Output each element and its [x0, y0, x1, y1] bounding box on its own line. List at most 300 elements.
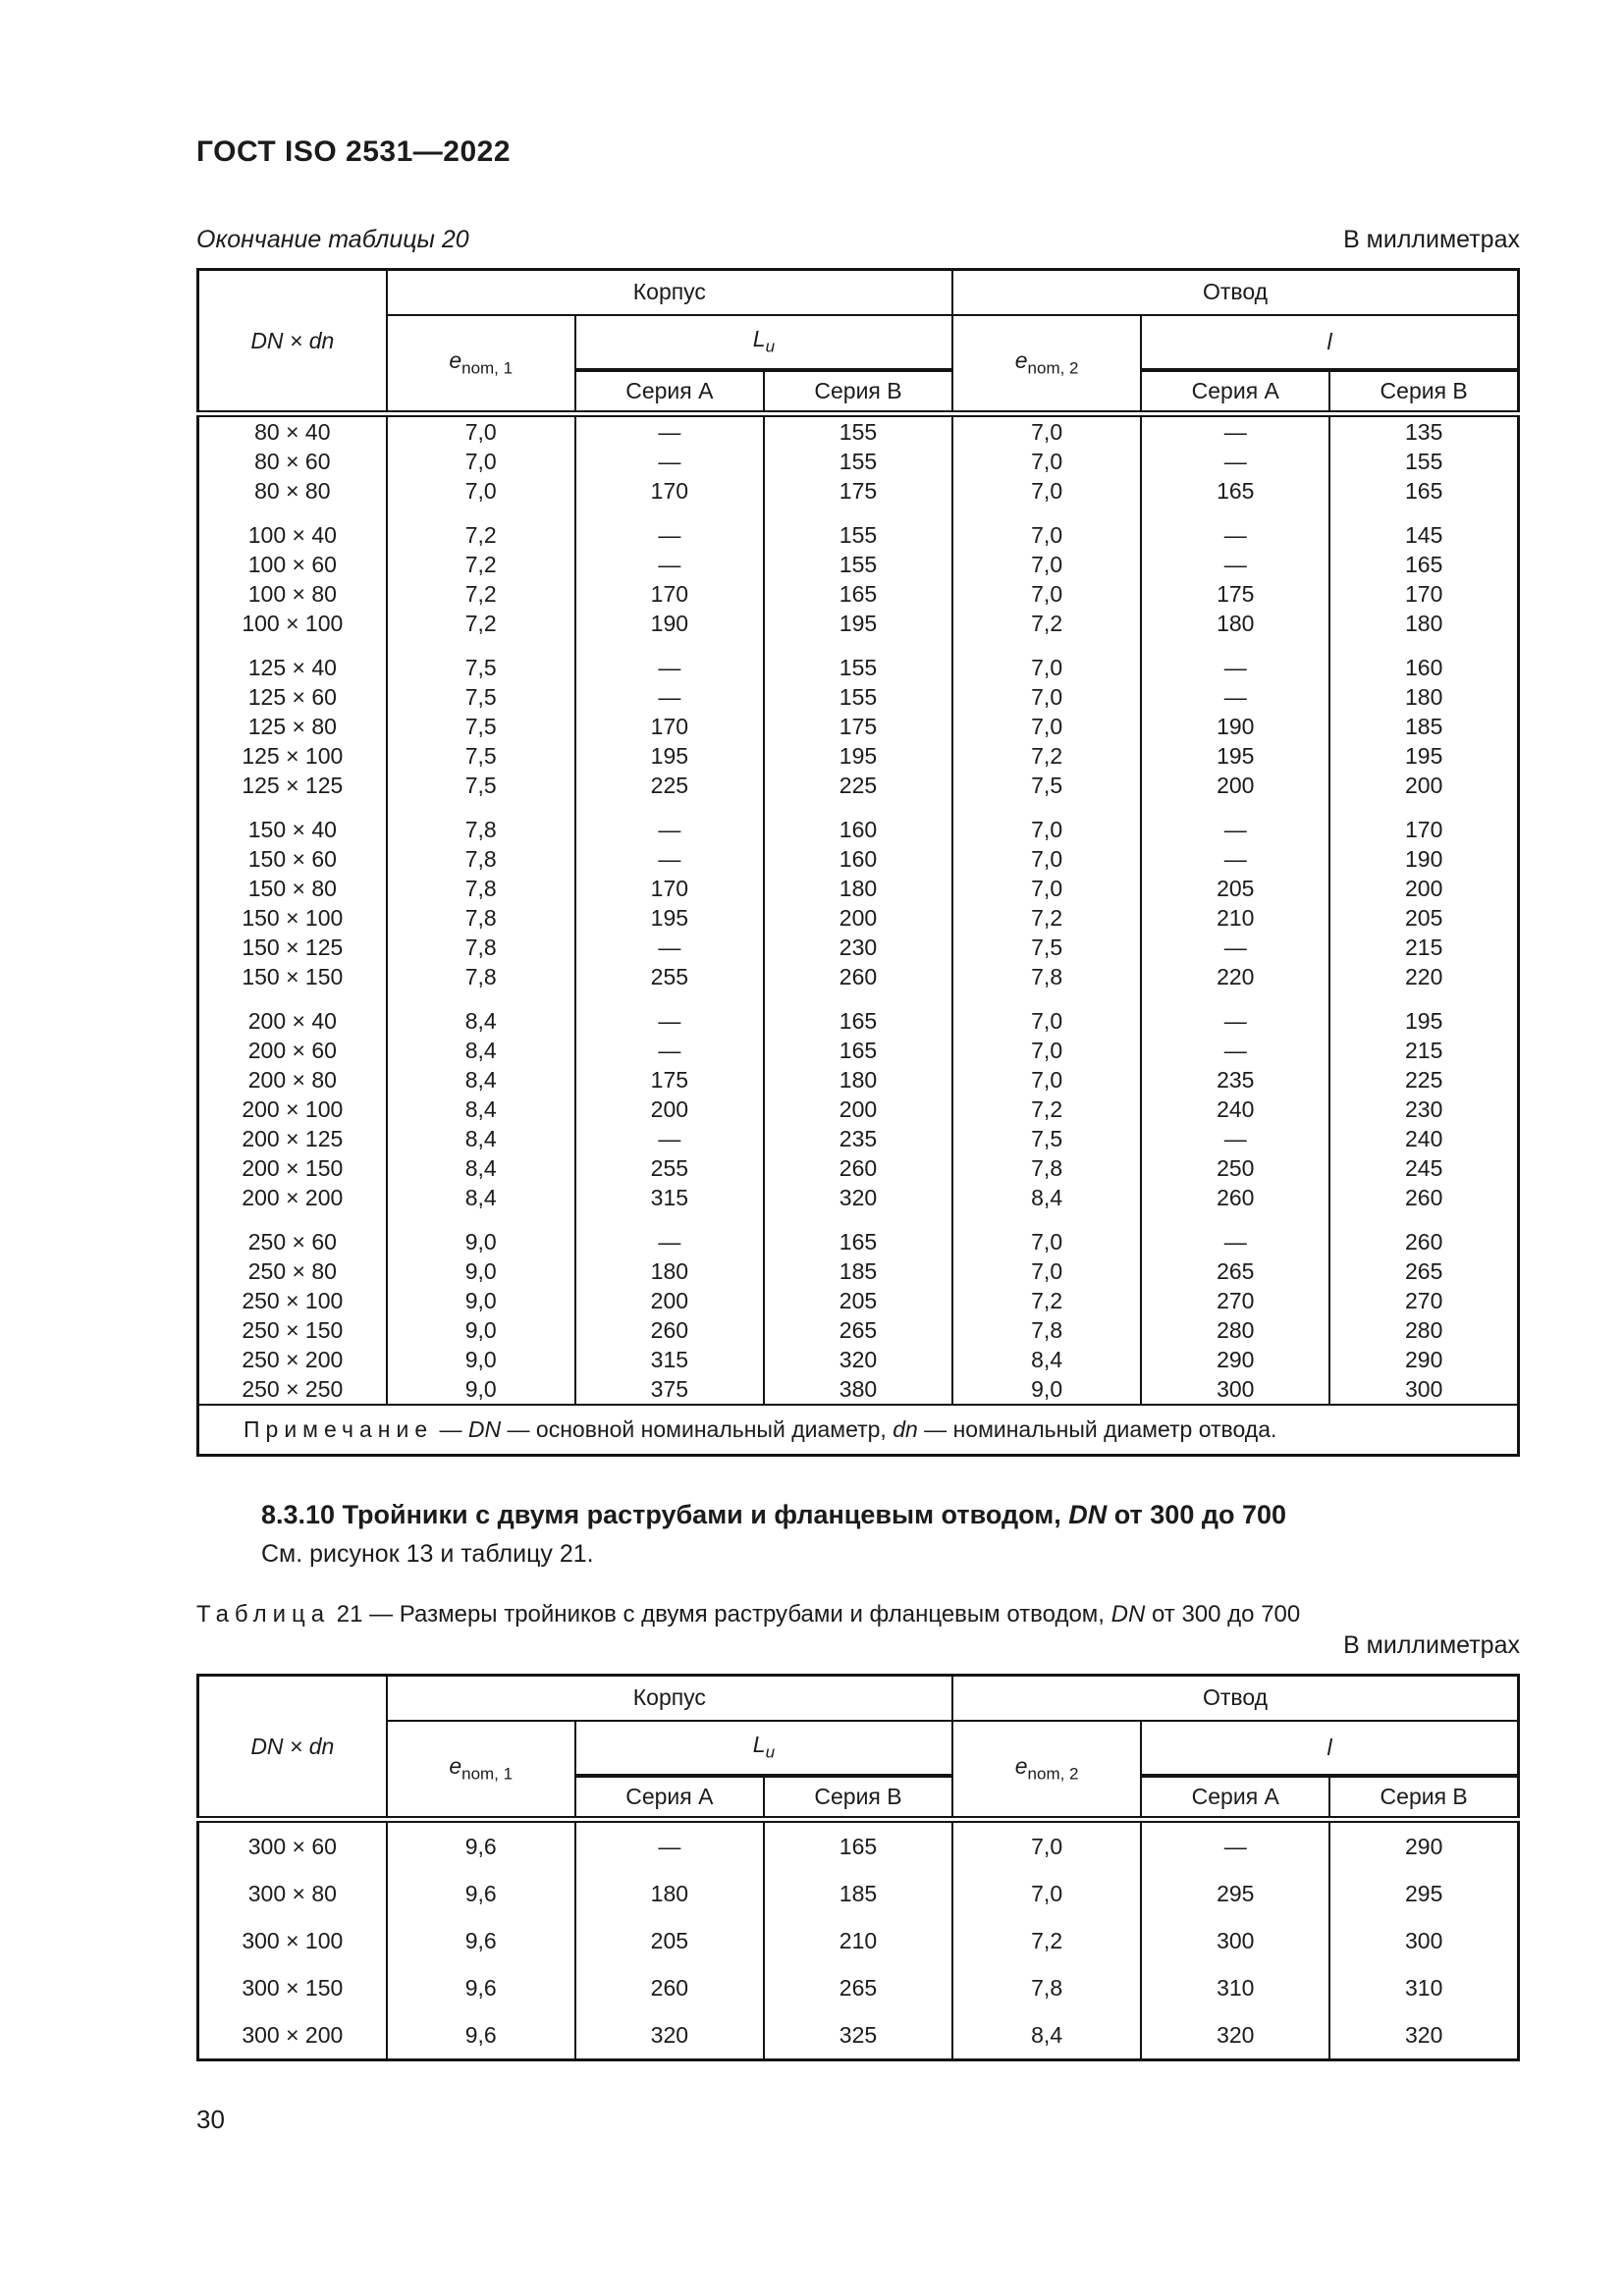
table-row — [198, 638, 1519, 682]
table-row — [198, 1065, 1519, 1095]
table-cell-dn: 200 × 40 — [198, 991, 387, 1036]
table-cell-l-series-b: 170 — [1329, 800, 1518, 844]
table-cell-e-nom-1: 7,5 — [387, 741, 575, 771]
table-cell-dn: 200 × 200 — [198, 1183, 387, 1212]
table-row — [198, 579, 1519, 609]
table-cell-l-series-b: 240 — [1329, 1124, 1518, 1153]
table-cell-l-series-a: 180 — [1141, 609, 1329, 638]
table-cell-e-nom-1: 7,5 — [387, 712, 575, 741]
table-cell-dn: 200 × 125 — [198, 1124, 387, 1153]
table-cell-l-series-b: 195 — [1329, 741, 1518, 771]
table-cell-e-nom-2: 7,0 — [952, 874, 1141, 903]
header-lu: $L_u$ — [575, 1721, 952, 1776]
table-row — [198, 476, 1519, 506]
table-cell-lu-series-b: 175 — [764, 712, 952, 741]
table-cell-lu-series-b: 225 — [764, 771, 952, 800]
table-cell-dn: 100 × 40 — [198, 506, 387, 550]
table-cell-l-series-b: 185 — [1329, 712, 1518, 741]
header-korpus-series-b: Серия В — [764, 370, 952, 414]
table-cell-lu-series-a: 195 — [575, 741, 764, 771]
table-cell-l-series-b: 215 — [1329, 933, 1518, 962]
table-cell-e-nom-2: 7,0 — [952, 800, 1141, 844]
table-cell-l-series-a: 210 — [1141, 903, 1329, 933]
table-cell-l-series-b: 300 — [1329, 1917, 1518, 1964]
table-cell-l-series-a: 175 — [1141, 579, 1329, 609]
table-20-body — [198, 414, 1519, 1406]
table-cell-l-series-a: 200 — [1141, 771, 1329, 800]
table-cell-e-nom-2: 7,0 — [952, 476, 1141, 506]
table-cell-l-series-b: 320 — [1329, 2011, 1518, 2060]
table-row — [198, 991, 1519, 1036]
table-cell-l-series-a: 165 — [1141, 476, 1329, 506]
table-cell-dn: 125 × 40 — [198, 638, 387, 682]
table-cell-lu-series-b: 235 — [764, 1124, 952, 1153]
table-row — [198, 933, 1519, 962]
table-cell-l-series-a: — — [1141, 506, 1329, 550]
table-cell-dn: 150 × 40 — [198, 800, 387, 844]
table-cell-e-nom-1: 7,5 — [387, 682, 575, 712]
table-cell-dn: 125 × 60 — [198, 682, 387, 712]
table-row — [198, 1183, 1519, 1212]
table-cell-dn: 150 × 60 — [198, 844, 387, 874]
table-cell-lu-series-a: — — [575, 414, 764, 448]
table-cell-lu-series-a: 255 — [575, 1153, 764, 1183]
table-cell-lu-series-a: — — [575, 682, 764, 712]
table-cell-lu-series-a: 315 — [575, 1183, 764, 1212]
table-cell-lu-series-b: 260 — [764, 962, 952, 991]
table-cell-l-series-b: 270 — [1329, 1286, 1518, 1315]
table-cell-lu-series-a: — — [575, 447, 764, 476]
table-cell-e-nom-1: 7,5 — [387, 638, 575, 682]
header-korpus-series-a: Серия А — [575, 1776, 764, 1820]
table-cell-e-nom-1: 9,0 — [387, 1212, 575, 1256]
table-cell-dn: 250 × 250 — [198, 1374, 387, 1405]
table-cell-lu-series-a: — — [575, 933, 764, 962]
table-cell-e-nom-2: 7,0 — [952, 1212, 1141, 1256]
table-cell-l-series-b: 295 — [1329, 1870, 1518, 1917]
table-cell-e-nom-2: 7,8 — [952, 1153, 1141, 1183]
table-cell-dn: 100 × 60 — [198, 550, 387, 579]
note-text: Примечание — DN — основной номинальный диаметр, dn — номинальный диаметр отвода. — [198, 1405, 1519, 1456]
table-cell-e-nom-2: 9,0 — [952, 1374, 1141, 1405]
table-cell-dn: 125 × 80 — [198, 712, 387, 741]
table-cell-lu-series-b: 180 — [764, 874, 952, 903]
table-cell-lu-series-a: 200 — [575, 1095, 764, 1124]
table-cell-l-series-a: — — [1141, 933, 1329, 962]
table-cell-e-nom-1: 9,0 — [387, 1286, 575, 1315]
table-cell-e-nom-1: 7,2 — [387, 609, 575, 638]
table-cell-lu-series-b: 160 — [764, 800, 952, 844]
table-cell-dn: 300 × 60 — [198, 1820, 387, 1871]
table-cell-lu-series-a: 225 — [575, 771, 764, 800]
table-cell-lu-series-b: 165 — [764, 991, 952, 1036]
table-cell-e-nom-2: 7,0 — [952, 991, 1141, 1036]
table-cell-l-series-b: 225 — [1329, 1065, 1518, 1095]
table-cell-lu-series-a: 180 — [575, 1870, 764, 1917]
table-row — [198, 1315, 1519, 1345]
table-cell-lu-series-a: 200 — [575, 1286, 764, 1315]
table-20 — [196, 268, 1520, 1457]
table-21-header — [198, 1676, 1519, 1820]
table-cell-l-series-b: 300 — [1329, 1374, 1518, 1405]
table-cell-dn: 300 × 150 — [198, 1964, 387, 2011]
table-cell-l-series-b: 265 — [1329, 1256, 1518, 1286]
table-cell-lu-series-b: 165 — [764, 579, 952, 609]
table-cell-dn: 200 × 150 — [198, 1153, 387, 1183]
table-cell-dn: 300 × 80 — [198, 1870, 387, 1917]
table-row — [198, 506, 1519, 550]
table-cell-dn: 100 × 100 — [198, 609, 387, 638]
table-row — [198, 1917, 1519, 1964]
table-cell-e-nom-2: 8,4 — [952, 2011, 1141, 2060]
table20-caption-row — [196, 226, 1520, 254]
table-cell-e-nom-2: 7,0 — [952, 1256, 1141, 1286]
table-cell-l-series-a: — — [1141, 844, 1329, 874]
table-row — [198, 1124, 1519, 1153]
table-cell-e-nom-1: 7,8 — [387, 874, 575, 903]
table-cell-lu-series-a: — — [575, 1036, 764, 1065]
table-row — [198, 1345, 1519, 1374]
table-20-header — [198, 270, 1519, 414]
see-reference-line: См. рисунок 13 и таблицу 21. — [261, 1540, 594, 1568]
table-row — [198, 903, 1519, 933]
table-row — [198, 771, 1519, 800]
table-cell-e-nom-2: 7,0 — [952, 579, 1141, 609]
table-cell-e-nom-1: 9,6 — [387, 1870, 575, 1917]
table-cell-l-series-b: 230 — [1329, 1095, 1518, 1124]
header-e-nom-1: $e_{nom, 1}$ — [387, 315, 575, 414]
table-cell-e-nom-1: 7,8 — [387, 844, 575, 874]
table-cell-l-series-b: 190 — [1329, 844, 1518, 874]
table-cell-l-series-a: 290 — [1141, 1345, 1329, 1374]
table-row — [198, 800, 1519, 844]
table-cell-l-series-a: 295 — [1141, 1870, 1329, 1917]
table-cell-l-series-a: 195 — [1141, 741, 1329, 771]
table-cell-lu-series-b: 320 — [764, 1345, 952, 1374]
table-cell-l-series-a: — — [1141, 638, 1329, 682]
table-cell-e-nom-1: 8,4 — [387, 1183, 575, 1212]
table-cell-lu-series-b: 205 — [764, 1286, 952, 1315]
table-cell-lu-series-b: 200 — [764, 903, 952, 933]
table-cell-dn: 150 × 80 — [198, 874, 387, 903]
header-l: l — [1141, 315, 1518, 370]
table-cell-l-series-a: 190 — [1141, 712, 1329, 741]
table-cell-l-series-a: — — [1141, 1212, 1329, 1256]
table-cell-l-series-a: 205 — [1141, 874, 1329, 903]
table-cell-l-series-a: 220 — [1141, 962, 1329, 991]
table-cell-l-series-b: 135 — [1329, 414, 1518, 448]
table-cell-l-series-b: 310 — [1329, 1964, 1518, 2011]
table-cell-e-nom-1: 7,0 — [387, 447, 575, 476]
table-cell-l-series-a: 260 — [1141, 1183, 1329, 1212]
table-cell-dn: 125 × 100 — [198, 741, 387, 771]
page-content — [196, 0, 1520, 2135]
table-cell-e-nom-2: 7,0 — [952, 1820, 1141, 1871]
table-cell-e-nom-2: 7,0 — [952, 506, 1141, 550]
table-cell-dn: 200 × 100 — [198, 1095, 387, 1124]
table-cell-e-nom-2: 7,0 — [952, 638, 1141, 682]
header-l: l — [1141, 1721, 1518, 1776]
header-korpus: Корпус — [387, 1676, 952, 1721]
table-row — [198, 844, 1519, 874]
header-e-nom-2: $e_{nom, 2}$ — [952, 315, 1141, 414]
table-cell-dn: 300 × 200 — [198, 2011, 387, 2060]
table-row — [198, 1870, 1519, 1917]
units-label: В миллиметрах — [1343, 226, 1520, 253]
table-cell-lu-series-a: 170 — [575, 874, 764, 903]
table-cell-lu-series-b: 265 — [764, 1964, 952, 2011]
header-lu: $L_u$ — [575, 315, 952, 370]
table-cell-lu-series-a: — — [575, 550, 764, 579]
header-e-nom-2: $e_{nom, 2}$ — [952, 1721, 1141, 1820]
table-cell-e-nom-2: 7,5 — [952, 933, 1141, 962]
table-cell-l-series-b: 180 — [1329, 609, 1518, 638]
table-row — [198, 414, 1519, 448]
table-cell-e-nom-2: 7,0 — [952, 414, 1141, 448]
table-cell-e-nom-2: 7,0 — [952, 1870, 1141, 1917]
table-cell-dn: 250 × 200 — [198, 1345, 387, 1374]
table-cell-l-series-b: 290 — [1329, 1820, 1518, 1871]
table-cell-l-series-a: 235 — [1141, 1065, 1329, 1095]
table-cell-l-series-b: 200 — [1329, 771, 1518, 800]
table-cell-lu-series-b: 185 — [764, 1256, 952, 1286]
table-cell-e-nom-2: 7,0 — [952, 1036, 1141, 1065]
table-cell-e-nom-2: 7,0 — [952, 844, 1141, 874]
header-korpus-series-b: Серия В — [764, 1776, 952, 1820]
table-cell-dn: 80 × 60 — [198, 447, 387, 476]
header-otvod: Отвод — [952, 270, 1518, 315]
header-korpus-series-a: Серия А — [575, 370, 764, 414]
table-row — [198, 2011, 1519, 2060]
header-otvod-series-b: Серия В — [1329, 370, 1518, 414]
header-dn-dn: DN × dn — [198, 270, 387, 414]
table-cell-l-series-b: 165 — [1329, 476, 1518, 506]
table-cell-e-nom-2: 7,2 — [952, 1917, 1141, 1964]
table-row — [198, 1256, 1519, 1286]
table-cell-dn: 80 × 80 — [198, 476, 387, 506]
table-cell-l-series-b: 145 — [1329, 506, 1518, 550]
table-cell-dn: 200 × 80 — [198, 1065, 387, 1095]
table-cell-lu-series-a: 375 — [575, 1374, 764, 1405]
header-otvod: Отвод — [952, 1676, 1518, 1721]
table-cell-e-nom-1: 8,4 — [387, 1153, 575, 1183]
table-cell-e-nom-1: 9,6 — [387, 1820, 575, 1871]
table-cell-lu-series-a: 255 — [575, 962, 764, 991]
table-row — [198, 712, 1519, 741]
table-cell-lu-series-b: 155 — [764, 638, 952, 682]
table-cell-l-series-a: 300 — [1141, 1374, 1329, 1405]
table-cell-e-nom-1: 7,2 — [387, 579, 575, 609]
table-cell-e-nom-1: 8,4 — [387, 991, 575, 1036]
table-cell-e-nom-2: 8,4 — [952, 1345, 1141, 1374]
table-cell-e-nom-1: 7,8 — [387, 933, 575, 962]
table-cell-l-series-b: 195 — [1329, 991, 1518, 1036]
table-cell-e-nom-2: 7,5 — [952, 771, 1141, 800]
table-cell-l-series-b: 280 — [1329, 1315, 1518, 1345]
header-korpus: Корпус — [387, 270, 952, 315]
table-cell-l-series-a: 320 — [1141, 2011, 1329, 2060]
table-cell-l-series-b: 260 — [1329, 1183, 1518, 1212]
table-cell-l-series-b: 260 — [1329, 1212, 1518, 1256]
table-cell-lu-series-a: — — [575, 991, 764, 1036]
table-cell-e-nom-1: 7,8 — [387, 903, 575, 933]
table-cell-lu-series-a: — — [575, 506, 764, 550]
table-cell-lu-series-b: 155 — [764, 414, 952, 448]
table-cell-dn: 150 × 125 — [198, 933, 387, 962]
table-cell-l-series-b: 220 — [1329, 962, 1518, 991]
table-cell-lu-series-b: 260 — [764, 1153, 952, 1183]
table-cell-l-series-a: 265 — [1141, 1256, 1329, 1286]
table-row — [198, 741, 1519, 771]
table-cell-e-nom-2: 7,0 — [952, 712, 1141, 741]
table-cell-e-nom-2: 7,2 — [952, 609, 1141, 638]
table-cell-e-nom-2: 7,8 — [952, 1315, 1141, 1345]
table-cell-e-nom-2: 7,0 — [952, 682, 1141, 712]
table-cell-lu-series-b: 165 — [764, 1820, 952, 1871]
table-cell-e-nom-1: 9,6 — [387, 1917, 575, 1964]
table-cell-dn: 125 × 125 — [198, 771, 387, 800]
table-cell-dn: 250 × 150 — [198, 1315, 387, 1345]
table-cell-lu-series-b: 185 — [764, 1870, 952, 1917]
table-cell-lu-series-b: 320 — [764, 1183, 952, 1212]
table-cell-dn: 150 × 150 — [198, 962, 387, 991]
table-cell-lu-series-a: 170 — [575, 579, 764, 609]
table-21 — [196, 1674, 1520, 2061]
table-cell-l-series-a: — — [1141, 1036, 1329, 1065]
table-cell-l-series-a: 280 — [1141, 1315, 1329, 1345]
table-cell-lu-series-b: 155 — [764, 550, 952, 579]
table-cell-lu-series-a: — — [575, 1212, 764, 1256]
table-cell-lu-series-a: — — [575, 1820, 764, 1871]
table-cell-l-series-b: 205 — [1329, 903, 1518, 933]
table-cell-l-series-b: 200 — [1329, 874, 1518, 903]
table-cell-l-series-a: — — [1141, 682, 1329, 712]
table-cell-e-nom-2: 7,2 — [952, 903, 1141, 933]
table-cell-l-series-b: 170 — [1329, 579, 1518, 609]
table-cell-e-nom-2: 7,0 — [952, 1065, 1141, 1095]
table-cell-e-nom-2: 7,8 — [952, 1964, 1141, 2011]
table-row — [198, 874, 1519, 903]
table-cell-e-nom-1: 8,4 — [387, 1124, 575, 1153]
header-otvod-series-a: Серия А — [1141, 1776, 1329, 1820]
table-row — [198, 1374, 1519, 1405]
table-cell-l-series-a: — — [1141, 550, 1329, 579]
table-cell-e-nom-1: 7,0 — [387, 476, 575, 506]
table-cell-e-nom-1: 9,0 — [387, 1315, 575, 1345]
table-cell-lu-series-b: 160 — [764, 844, 952, 874]
table-cell-dn: 100 × 80 — [198, 579, 387, 609]
table-cell-l-series-b: 165 — [1329, 550, 1518, 579]
table-row — [198, 609, 1519, 638]
table-row — [198, 1036, 1519, 1065]
table-cell-lu-series-a: — — [575, 844, 764, 874]
table-row — [198, 1212, 1519, 1256]
table-cell-l-series-a: — — [1141, 1820, 1329, 1871]
table-cell-e-nom-2: 7,2 — [952, 741, 1141, 771]
table-cell-lu-series-a: 315 — [575, 1345, 764, 1374]
table-cell-lu-series-a: 260 — [575, 1315, 764, 1345]
table-cell-e-nom-2: 8,4 — [952, 1183, 1141, 1212]
table-cell-lu-series-a: 170 — [575, 476, 764, 506]
table20-caption: Окончание таблицы 20 — [196, 226, 469, 253]
table-cell-dn: 250 × 100 — [198, 1286, 387, 1315]
table-cell-lu-series-b: 325 — [764, 2011, 952, 2060]
table-cell-lu-series-b: 155 — [764, 447, 952, 476]
table-cell-l-series-b: 155 — [1329, 447, 1518, 476]
table-cell-lu-series-b: 210 — [764, 1917, 952, 1964]
table-cell-l-series-b: 245 — [1329, 1153, 1518, 1183]
table-cell-l-series-a: 300 — [1141, 1917, 1329, 1964]
table21-caption: Таблица 21 — Размеры тройников с двумя раструбами и фланцевым отводом, DN от 300 до 700 — [196, 1601, 1301, 1628]
table-cell-e-nom-1: 8,4 — [387, 1036, 575, 1065]
note-row — [198, 1405, 1519, 1456]
table-20-note — [198, 1405, 1519, 1456]
table-cell-lu-series-b: 230 — [764, 933, 952, 962]
table-row — [198, 1286, 1519, 1315]
table-cell-e-nom-1: 8,4 — [387, 1065, 575, 1095]
table-cell-lu-series-b: 175 — [764, 476, 952, 506]
table-cell-dn: 300 × 100 — [198, 1917, 387, 1964]
table-cell-l-series-b: 160 — [1329, 638, 1518, 682]
table-cell-lu-series-a: 170 — [575, 712, 764, 741]
table-cell-e-nom-1: 7,8 — [387, 962, 575, 991]
table-cell-lu-series-b: 265 — [764, 1315, 952, 1345]
table-cell-l-series-a: 310 — [1141, 1964, 1329, 2011]
table-cell-e-nom-2: 7,2 — [952, 1286, 1141, 1315]
table-cell-l-series-a: — — [1141, 447, 1329, 476]
table-cell-e-nom-1: 9,6 — [387, 2011, 575, 2060]
table-row — [198, 1820, 1519, 1871]
table-cell-e-nom-1: 9,6 — [387, 1964, 575, 2011]
table-cell-e-nom-1: 9,0 — [387, 1256, 575, 1286]
table-21-body — [198, 1820, 1519, 2060]
table-cell-dn: 250 × 60 — [198, 1212, 387, 1256]
table-row — [198, 447, 1519, 476]
table-cell-e-nom-1: 7,2 — [387, 506, 575, 550]
table-cell-lu-series-b: 155 — [764, 506, 952, 550]
section-heading-8-3-10: 8.3.10 Тройники с двумя раструбами и фланцевым отводом, DN от 300 до 700 — [261, 1500, 1287, 1529]
table-cell-lu-series-b: 155 — [764, 682, 952, 712]
table-row — [198, 962, 1519, 991]
header-e-nom-1: $e_{nom, 1}$ — [387, 1721, 575, 1820]
table-cell-lu-series-a: — — [575, 1124, 764, 1153]
table-cell-lu-series-a: 195 — [575, 903, 764, 933]
table-cell-lu-series-b: 380 — [764, 1374, 952, 1405]
table-cell-dn: 250 × 80 — [198, 1256, 387, 1286]
table-cell-lu-series-b: 195 — [764, 609, 952, 638]
document-title: ГОСТ ISO 2531—2022 — [196, 135, 512, 168]
table-cell-e-nom-2: 7,0 — [952, 447, 1141, 476]
table-cell-e-nom-1: 7,5 — [387, 771, 575, 800]
table-cell-lu-series-a: 260 — [575, 1964, 764, 2011]
header-otvod-series-b: Серия В — [1329, 1776, 1518, 1820]
table-cell-lu-series-b: 165 — [764, 1212, 952, 1256]
table-cell-l-series-a: — — [1141, 414, 1329, 448]
table-cell-lu-series-b: 180 — [764, 1065, 952, 1095]
table-row — [198, 682, 1519, 712]
table-cell-dn: 80 × 40 — [198, 414, 387, 448]
table-row — [198, 550, 1519, 579]
units-label-2: В миллиметрах — [1343, 1631, 1520, 1659]
table-cell-e-nom-2: 7,5 — [952, 1124, 1141, 1153]
table-cell-lu-series-a: 320 — [575, 2011, 764, 2060]
table-cell-e-nom-2: 7,0 — [952, 550, 1141, 579]
table-cell-l-series-b: 215 — [1329, 1036, 1518, 1065]
table-cell-l-series-a: 270 — [1141, 1286, 1329, 1315]
table-cell-e-nom-1: 7,2 — [387, 550, 575, 579]
table-row — [198, 1153, 1519, 1183]
table-cell-lu-series-a: 190 — [575, 609, 764, 638]
